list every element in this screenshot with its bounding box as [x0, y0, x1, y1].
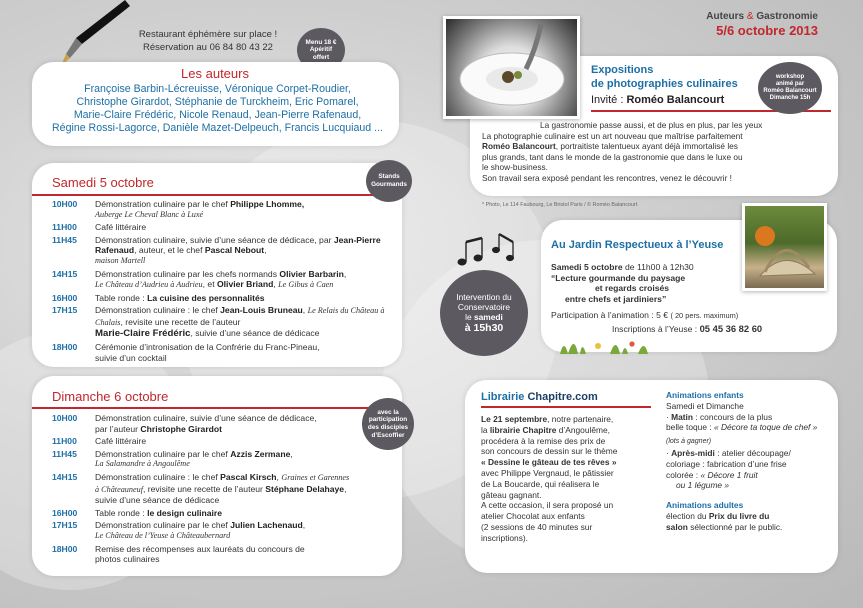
program-text: Table ronde : — [95, 292, 148, 303]
jardin-hours: de 11h00 à 12h30 — [622, 262, 694, 272]
program-text: Démonstration culinaire par le chef — [95, 448, 231, 459]
restaurant-line-2: Réservation au 06 84 80 43 22 — [143, 42, 273, 53]
program-row — [52, 520, 367, 541]
librairie-text-part: d’Angoulême, — [556, 424, 610, 435]
librairie-line: « Dessine le gâteau de tes rêves » — [481, 457, 617, 468]
program-chef: Azzis Zermane — [230, 448, 291, 459]
conservatoire-line: Intervention du — [456, 291, 512, 302]
program-text: par l’auteur — [95, 423, 141, 434]
adults-text: sélectionné par le public. — [687, 521, 783, 532]
librairie-title-b: Chapitre.com — [527, 391, 598, 403]
escoffier-badge-line: participation — [368, 416, 408, 424]
program-text: , — [343, 268, 347, 279]
program-chef: Pascal Nebout — [204, 245, 265, 256]
author-line: Régine Rossi-Lagorce, Danièle Mazet-Delpeuch, Francis Lucquiaud ... — [52, 122, 383, 134]
author-line: Françoise Barbin-Lécreuisse, Véronique Corpet-Roudier, — [84, 83, 351, 95]
kids-afternoon-quote: « Décore 1 fruit — [700, 469, 758, 480]
program-time: 16H00 — [52, 292, 78, 303]
jardin-date: Samedi 5 octobre — [551, 262, 623, 272]
kids-afternoon-4: ou 1 légume » — [676, 480, 730, 491]
photo-credit: * Photo, Le 114 Faubourg, Le Bristol Paris / © Roméo Balancourt — [482, 202, 638, 208]
conservatoire-line: Conservatoire — [457, 301, 511, 312]
program-text: Démonstration culinaire par les chefs normands — [95, 268, 280, 279]
program-text: , suivie d’une séance de dédicace — [190, 328, 320, 339]
adults-line-2 — [666, 522, 832, 533]
program-venue: Graines et Garennes — [281, 473, 350, 483]
librairie-title-a: Librairie — [481, 391, 528, 403]
restaurant-line-1: Restaurant éphémère sur place ! — [138, 29, 278, 40]
program-chef: Olivier Barbarin — [279, 268, 344, 279]
expo-photographer: Roméo Balancourt — [482, 141, 556, 152]
program-row — [52, 472, 367, 506]
program-chef: Philippe Lhomme, — [230, 199, 305, 209]
program-time: 18H00 — [52, 342, 78, 353]
jardin-line: “Lecture gourmande du paysage — [551, 272, 686, 283]
food-photo — [443, 16, 580, 119]
animations-column — [666, 390, 832, 533]
menu-badge-line: Apéritif — [309, 46, 333, 54]
kids-morning-quote: « Décore ta toque de chef » — [713, 422, 818, 433]
program-row — [52, 342, 392, 363]
authors-list — [40, 83, 395, 135]
expo-line: Son travail sera exposé pendant les rencontres, venez le découvrir ! — [482, 172, 732, 183]
kids-afternoon-text: colorée : — [666, 469, 701, 480]
program-time: 17H15 — [52, 520, 78, 531]
escoffier-badge-line: avec la — [377, 408, 399, 416]
program-chef: Pascal Kirsch — [220, 472, 277, 483]
saturday-title: Samedi 5 octobre — [52, 175, 154, 190]
librairie-line: (2 sessions de 40 minutes sur — [481, 521, 593, 532]
grass-icon — [550, 332, 670, 354]
kids-morning-label: Matin — [671, 411, 693, 422]
event-title — [700, 11, 818, 22]
program-text: Cérémonie d’intronisation de la Confrérie du Franc-Pineau, — [95, 342, 320, 353]
program-time: 14H15 — [52, 268, 78, 279]
program-author: Jean-Pierre Rafenaud — [95, 234, 381, 256]
kids-morning-text: belle toque : — [666, 422, 714, 433]
kids-morning-2 — [666, 422, 832, 448]
librairie-line: de La Boucarde, qui réalisera le — [481, 478, 600, 489]
kids-morning-note: (lots à gagner) — [666, 438, 712, 446]
expo-line: La photographie culinaire est un art nouveau que maîtrise parfaitement — [482, 130, 743, 141]
program-time: 14H15 — [52, 472, 78, 483]
expo-title-1: Expositions — [591, 64, 654, 76]
librairie-title — [481, 391, 598, 403]
program-text: Démonstration culinaire par le chef — [95, 199, 231, 209]
expo-line: le show-business. — [482, 162, 548, 173]
program-text: Démonstration culinaire par le chef — [95, 520, 231, 531]
program-text: , — [302, 520, 306, 531]
program-time: 11H00 — [52, 222, 77, 233]
expo-line: plus grands, tant dans le monde de la gastronomie que dans le luxe ou — [482, 151, 743, 162]
program-text: , — [344, 483, 347, 494]
program-author: Stéphane Delahaye — [265, 483, 345, 494]
librairie-line: atelier Chocolat aux enfants — [481, 511, 585, 522]
menu-badge-line: Menu 18 € — [305, 38, 337, 46]
adults-line — [666, 511, 832, 522]
kids-afternoon-text: : atelier découpage/ — [714, 447, 791, 458]
program-time: 10H00 — [52, 199, 78, 209]
event-title-a: Auteurs — [706, 11, 745, 22]
program-text: Démonstration culinaire : le chef — [95, 305, 221, 316]
program-text: , — [302, 305, 308, 316]
program-venue: Le Gibus à Caen — [278, 280, 334, 290]
saturday-program — [52, 199, 392, 365]
program-text: suivie d’une séance de dédicace — [95, 495, 220, 506]
expo-line — [482, 141, 832, 152]
program-text: , auteur, et le chef — [134, 245, 205, 256]
jardin-line: entre chefs et jardiniers” — [565, 293, 667, 304]
event-dates: 5/6 octobre 2013 — [716, 23, 818, 38]
program-text: , — [273, 279, 279, 290]
expo-line: La gastronomie passe aussi, et de plus en plus, par les yeux — [540, 120, 763, 130]
program-topic: La cuisine des personnalités — [147, 292, 265, 303]
program-time: 10H00 — [52, 413, 78, 423]
program-row — [52, 269, 392, 291]
kids-morning-text: : concours de la plus — [693, 411, 773, 422]
jardin-text — [551, 262, 771, 304]
program-author: Christophe Girardot — [140, 423, 223, 434]
librairie-line: avec Philippe Vergnaud, le pâtissier — [481, 467, 614, 478]
program-text: , revisite une recette de l’auteur — [142, 483, 266, 494]
plate-image — [446, 19, 577, 116]
stands-badge — [366, 160, 412, 202]
program-time: 11H00 — [52, 436, 77, 447]
program-row — [52, 235, 392, 267]
program-chef: Jean-Louis Bruneau — [220, 305, 303, 316]
librairie-line: A cette occasion, il sera proposé un — [481, 500, 614, 511]
kids-afternoon-label: Après-midi — [671, 447, 715, 458]
workshop-badge-line: Roméo Balancourt — [763, 88, 817, 94]
jardin-price-note: ( 20 pers. maximum) — [670, 311, 739, 320]
escoffier-badge-line: d’Escoffier — [371, 431, 405, 439]
program-time: 11H45 — [52, 448, 77, 459]
program-text: photos culinaires — [95, 554, 160, 565]
kids-afternoon-3 — [666, 470, 832, 481]
event-title-amp: & — [746, 11, 754, 22]
kids-morning: · Matin : concours de la plus — [666, 411, 773, 422]
program-text: Café littéraire — [95, 222, 147, 233]
librairie-line — [481, 414, 659, 425]
jardin-phone: 05 45 36 82 60 — [699, 323, 763, 334]
sunday-program — [52, 413, 367, 567]
sunday-divider — [32, 407, 402, 409]
conservatoire-part: samedi — [473, 312, 503, 323]
librairie-divider — [481, 406, 651, 408]
program-time: 16H00 — [52, 507, 78, 518]
program-chef: Olivier Briand — [216, 279, 274, 290]
program-venue: Le Relais du Château à Chalais — [95, 306, 385, 327]
program-venue: Auberge Le Cheval Blanc à Luxé — [95, 209, 204, 219]
adults-prize: Prix du livre du — [708, 510, 770, 521]
program-text: Démonstration culinaire : le chef — [95, 472, 221, 483]
program-row — [52, 293, 392, 304]
librairie-shop: librairie Chapitre — [489, 424, 557, 435]
librairie-line — [481, 425, 659, 436]
program-row — [52, 199, 392, 220]
librairie-line: procédera à la remise des prix de — [481, 435, 606, 446]
author-line: Christophe Girardot, Stéphanie de Turckheim, Eric Pomarel, — [76, 96, 359, 108]
expo-guest — [591, 94, 724, 106]
authors-title: Les auteurs — [181, 66, 249, 81]
program-text: , et — [202, 279, 217, 290]
workshop-badge — [758, 62, 822, 114]
kids-afternoon-2: coloriage : fabrication d’une frise — [666, 458, 787, 469]
workshop-badge-line: animé par — [775, 81, 805, 87]
program-text: suivie d’un cocktail — [95, 352, 167, 363]
kids-days: Samedi et Dimanche — [666, 400, 744, 411]
program-time: 18H00 — [52, 543, 78, 554]
stands-badge-line: Stands — [378, 173, 400, 181]
adults-title: Animations adultes — [666, 500, 744, 511]
expo-title-2: de photographies culinaires — [591, 78, 738, 90]
workshop-badge-line: Dimanche 15h — [769, 95, 811, 101]
program-row — [52, 449, 367, 470]
jardin-price — [551, 310, 835, 320]
program-row — [52, 305, 392, 340]
expo-text — [482, 120, 832, 184]
escoffier-badge-line: des disciples — [367, 424, 409, 431]
librairie-line: son concours de dessin sur le thème — [481, 446, 618, 457]
program-text: , revisite une recette de l’auteur — [120, 316, 241, 327]
jardin-inscription-label: Inscriptions à l’Yeuse : — [612, 324, 700, 334]
stands-badge-line: Gourmands — [371, 181, 407, 188]
program-row — [52, 508, 367, 519]
librairie-date: Le 21 septembre — [481, 414, 548, 424]
jardin-line — [551, 262, 771, 273]
menu-badge-line: offert — [312, 53, 330, 61]
program-text: Café littéraire — [95, 436, 147, 447]
librairie-line: gâteau gagnant. — [481, 489, 542, 500]
program-text: Démonstration culinaire, suivie d’une séance de dédicace, — [95, 413, 317, 423]
program-chef: Julien Lachenaud — [230, 520, 303, 531]
escoffier-badge — [362, 398, 414, 450]
program-text: Remise des récompenses aux lauréats du concours de — [95, 543, 305, 554]
kids-afternoon: · Après-midi : atelier découpage/ — [666, 447, 791, 458]
conservatoire-badge — [440, 270, 528, 356]
jardin-title: Au Jardin Respectueux à l’Yeuse — [551, 239, 724, 251]
expo-text-part: , portraitiste talentueux ayant déjà immortalisé les — [555, 141, 738, 152]
conservatoire-line: à 15h30 — [464, 322, 504, 335]
jardin-price-label: Participation à l’animation : 5 € — [551, 310, 671, 320]
kids-title: Animations enfants — [666, 390, 744, 400]
program-text: , — [290, 448, 293, 459]
program-text: Table ronde : — [95, 507, 148, 518]
program-venue: Le Château d’Audrieu à Audrieu — [95, 280, 203, 290]
program-time: 11H45 — [52, 234, 77, 245]
adults-text: élection du — [666, 510, 709, 521]
program-author: Marie-Claire Frédéric — [95, 328, 191, 340]
program-time: 17H15 — [52, 305, 78, 316]
saturday-divider — [32, 194, 402, 196]
librairie-text-part: la — [481, 424, 490, 435]
program-text: Démonstration culinaire, suivie d’une séance de dédicace, par — [95, 234, 334, 245]
music-notes-icon — [452, 228, 522, 276]
program-row — [52, 436, 367, 447]
program-venue: Le Château de l’Yeuse à Châteaubernard — [95, 530, 231, 540]
program-text: , — [264, 245, 267, 256]
program-row — [52, 544, 367, 565]
sunday-title: Dimanche 6 octobre — [52, 389, 169, 404]
librairie-text — [481, 414, 659, 544]
librairie-text-part: , notre partenaire, — [547, 414, 614, 424]
expo-guest-label: Invité : — [591, 94, 627, 106]
workshop-badge-line: workshop — [775, 74, 805, 80]
program-topic: le design culinaire — [147, 507, 223, 518]
program-venue: maison Martell — [95, 255, 146, 265]
event-title-b: Gastronomie — [756, 11, 818, 22]
adults-prize: salon — [666, 521, 688, 532]
program-venue: La Salamandre à Angoulême — [95, 459, 190, 469]
conservatoire-part: le — [465, 312, 474, 323]
librairie-line: inscriptions). — [481, 532, 529, 543]
program-text: , — [276, 472, 282, 483]
program-row — [52, 222, 392, 233]
author-line: Marie-Claire Frédéric, Nicole Renaud, Jean-Pierre Rafenaud, — [73, 109, 362, 121]
expo-guest-name: Roméo Balancourt — [626, 94, 725, 106]
jardin-line: et regards croisés — [595, 283, 670, 294]
program-row — [52, 413, 367, 434]
conservatoire-line — [456, 312, 511, 322]
program-venue: à Châteauneuf — [95, 484, 143, 494]
